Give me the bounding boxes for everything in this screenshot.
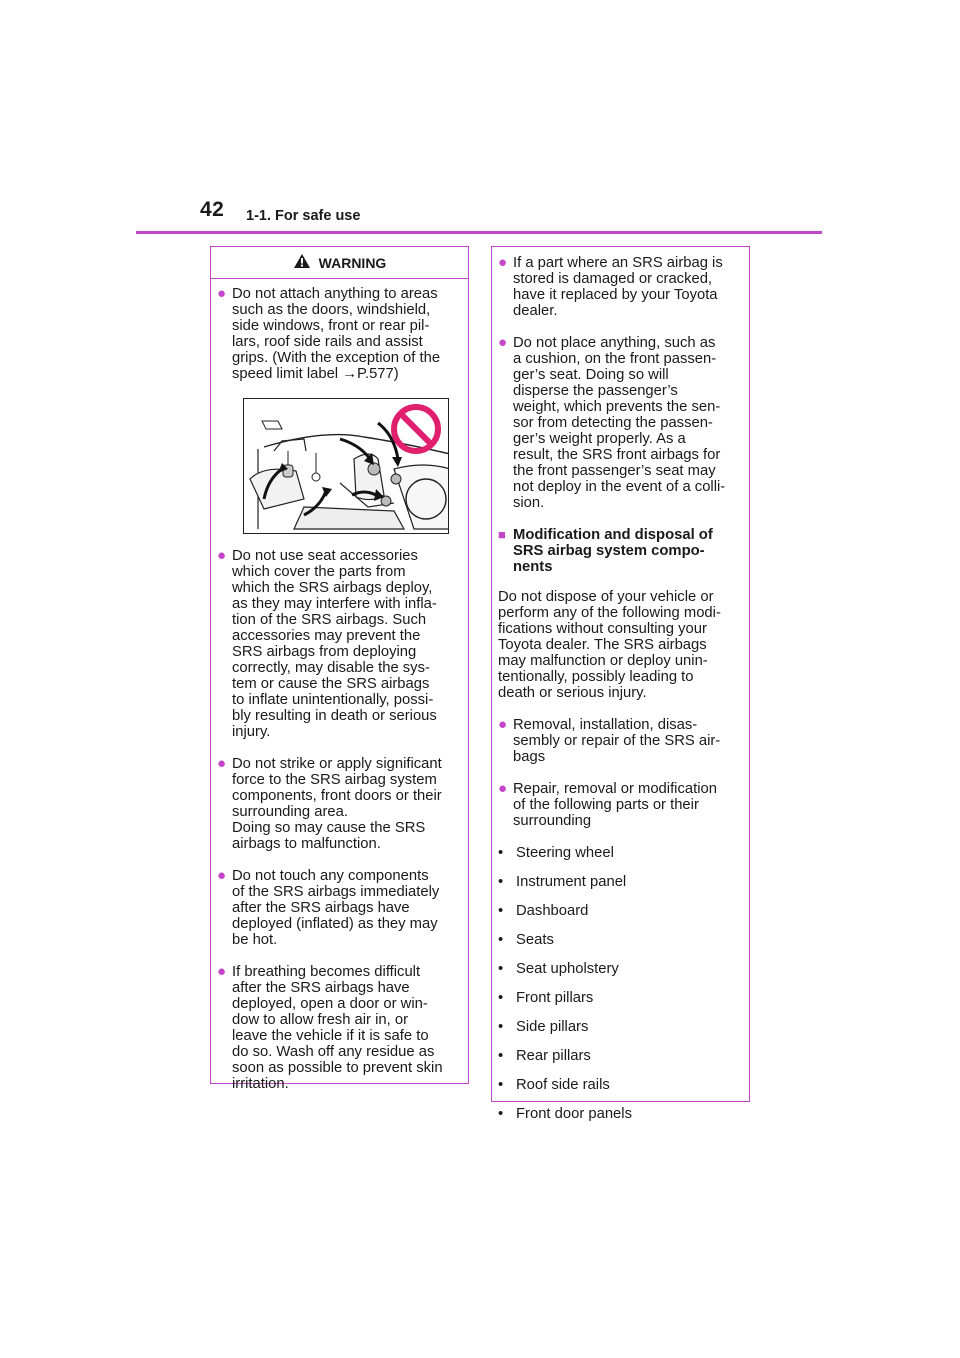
prohibition-sign-icon [390,403,442,459]
warning-bullet-text: Repair, removal or modification of the following parts or their surrounding [513,781,717,829]
list-item: • Steering wheel [498,845,614,861]
section-title: 1-1. For safe use [246,208,361,224]
list-item: • Front door panels [498,1106,632,1122]
circle-bullet-icon: ● [217,285,227,302]
warning-triangle-icon [293,253,311,272]
warning-bullet-text: Do not strike or apply significant force to the SRS airbag system components, front doors or their surrounding area. Doing so may cause the SRS airbags to malfunction. [232,756,442,852]
warning-bullet [217,964,462,1092]
warning-bullet [217,548,462,740]
list-item: • Rear pillars [498,1048,591,1064]
modification-paragraph: Do not dispose of your vehicle or perform any of the following modi- fications without consulting your Toyota dealer. The SRS airbags may malfunction or deploy unin- tentionally, possibly leading to death or serious injury. [498,589,721,701]
subheading-text: Modification and disposal of SRS airbag system compo- nents [513,527,713,575]
warning-bullet-text: Do not touch any components of the SRS airbags immediately after the SRS airbags have deployed (inflated) as they may be hot. [232,868,440,948]
warning-bullet-text: If breathing becomes difficult after the SRS airbags have deployed, open a door or win- dow to allow fresh air in, or leave the vehicle if it is safe to do so. Wash off any residue as soon as possible to prevent skin irritation. [232,964,443,1092]
list-item: • Instrument panel [498,874,627,890]
list-item: • Seats [498,932,554,948]
page-number: 42 [200,198,225,221]
circle-bullet-icon: ● [217,755,227,772]
list-item: • Front pillars [498,990,594,1006]
circle-bullet-icon: ● [498,780,508,797]
warning-header [211,247,468,279]
circle-bullet-icon: ● [217,547,227,564]
warning-bullet [498,255,743,319]
warning-bullet-text: Do not place anything, such as a cushion, on the front passen- ger’s seat. Doing so will disperse the passenger’s weight, which prevents the sen- sor from detecting the passen- ger’s weight properly. As a result, the SRS front airbags for the front passenger’s seat may not deploy in the event of a colli- sion. [513,335,726,511]
warning-bullet-text: Do not attach anything to areas such as the doors, windshield, side windows, front or rear pil- lars, roof side rails and assist grips. (With the exception of the speed limit label →P.577) [232,286,441,382]
list-item: • Roof side rails [498,1077,610,1093]
warning-bullet-text: If a part where an SRS airbag is stored is damaged or cracked, have it replaced by your Toyota dealer. [513,255,723,319]
square-bullet-icon: ■ [498,527,506,542]
warning-bullet [217,868,462,948]
warning-panel [210,246,469,1092]
warning-continued-panel [491,246,750,1122]
warning-bullet [217,286,462,382]
airbag-area-illustration [243,398,449,534]
warning-title: WARNING [318,254,387,271]
list-item: • Side pillars [498,1019,589,1035]
warning-bullet [498,335,743,511]
warning-bullet-text: Do not use seat accessories which cover the parts from which the SRS airbags deploy, as they may interfere with infla- tion of the SRS airbags. Such accessories may prevent the SRS airbags from deploying correctly, may disable the sys- tem or cause the SRS airbags to inflate unintentionally, possi- bly resulting in death or serious injury. [232,548,437,740]
header-divider [136,231,822,234]
circle-bullet-icon: ● [498,334,508,351]
warning-bullet [498,717,743,765]
warning-bullet-text: Removal, installation, disas- sembly or repair of the SRS air- bags [513,717,721,765]
list-item: • Seat upholstery [498,961,619,977]
circle-bullet-icon: ● [217,963,227,980]
warning-bullet [217,756,462,852]
circle-bullet-icon: ● [498,716,508,733]
warning-bullet [498,781,743,829]
modification-subheading [498,527,743,575]
parts-list [498,845,743,1122]
circle-bullet-icon: ● [217,867,227,884]
circle-bullet-icon: ● [498,254,508,271]
list-item: • Dashboard [498,903,589,919]
